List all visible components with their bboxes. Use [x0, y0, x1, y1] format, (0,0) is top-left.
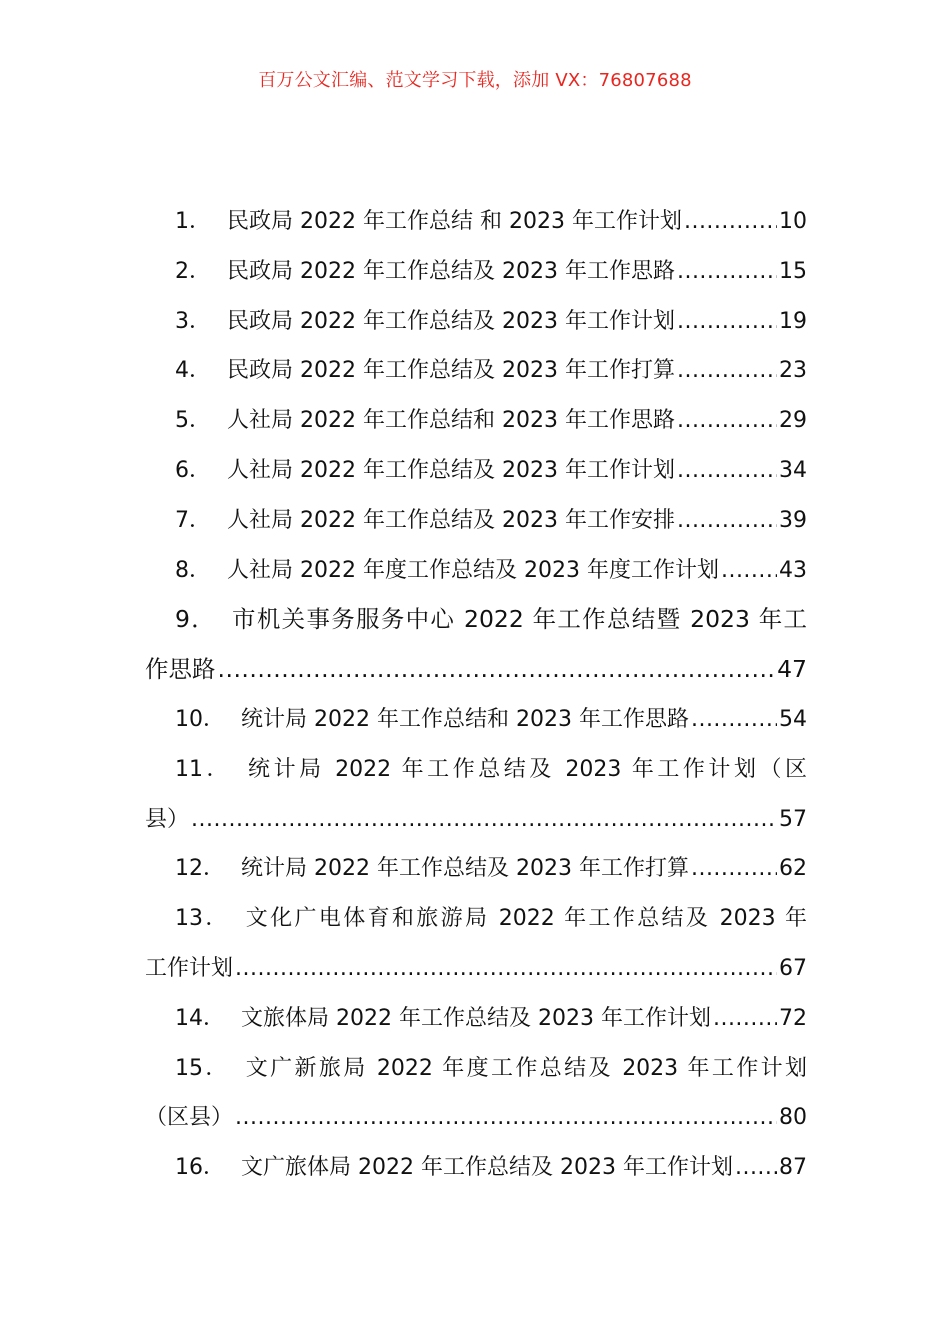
toc-entry-number: 8．	[175, 557, 211, 583]
toc-entry-page: 80	[779, 1105, 807, 1131]
dot-leader	[713, 994, 777, 1044]
toc-entry-second-line	[145, 795, 807, 845]
toc-entry-16[interactable]	[145, 1143, 807, 1193]
toc-entry-8[interactable]	[145, 546, 807, 596]
toc-entry-title: 统计局 2022 年工作总结及 2023 年工作计划（区	[248, 756, 807, 782]
toc-entry-6[interactable]	[145, 446, 807, 496]
toc-entry-page: 10	[779, 209, 807, 234]
toc-entry-page: 47	[777, 655, 807, 684]
dot-leader	[235, 1093, 777, 1143]
toc-entry-title: 统计局 2022 年工作总结及 2023 年工作打算	[241, 856, 689, 882]
toc-entry-page: 57	[779, 806, 807, 832]
toc-entry-number: 16．	[175, 1155, 225, 1181]
toc-entry-title: 统计局 2022 年工作总结和 2023 年工作思路	[241, 706, 689, 732]
dot-leader	[677, 247, 777, 297]
toc-entry-title: 文广新旅局 2022 年度工作总结及 2023 年工作计划	[245, 1055, 808, 1081]
toc-entry-first-line	[145, 745, 807, 795]
table-of-contents	[145, 197, 807, 1193]
toc-entry-number: 12．	[175, 856, 225, 882]
toc-entry-number: 5．	[175, 408, 211, 434]
toc-entry-14[interactable]	[145, 994, 807, 1044]
dot-leader	[677, 396, 777, 446]
toc-entry-page: 72	[779, 1005, 807, 1031]
toc-entry-4[interactable]	[145, 346, 807, 396]
toc-entry-number: 15．	[175, 1055, 230, 1081]
toc-entry-second-line	[145, 645, 807, 695]
toc-entry-page: 54	[779, 706, 807, 732]
toc-entry-number: 9．	[175, 605, 217, 634]
dot-leader	[721, 546, 777, 596]
toc-entry-second-line	[145, 944, 807, 994]
toc-entry-title: 人社局 2022 年工作总结及 2023 年工作计划	[227, 457, 675, 483]
toc-entry-first-line	[145, 894, 807, 944]
toc-entry-number: 11．	[175, 756, 233, 782]
toc-entry-first-line	[145, 1044, 807, 1094]
toc-entry-title-continued: 工作计划	[145, 955, 234, 981]
dot-leader	[218, 645, 776, 695]
watermark-header: 百万公文汇编、范文学习下载，添加 VX：76807688	[258, 70, 692, 91]
dot-leader	[235, 944, 777, 994]
toc-entry-title: 民政局 2022 年工作总结及 2023 年工作打算	[227, 358, 675, 384]
toc-entry-page: 43	[779, 557, 807, 583]
toc-entry-number: 7．	[175, 507, 211, 533]
toc-entry-10[interactable]	[145, 695, 807, 745]
toc-entry-number: 3．	[175, 308, 211, 334]
toc-entry-page: 62	[779, 856, 807, 882]
toc-entry-7[interactable]	[145, 496, 807, 546]
toc-entry-title: 民政局 2022 年工作总结及 2023 年工作计划	[227, 308, 675, 334]
dot-leader	[735, 1143, 777, 1193]
dot-leader	[677, 446, 777, 496]
dot-leader	[691, 695, 777, 745]
toc-entry-number: 13．	[175, 906, 230, 932]
toc-entry-title: 人社局 2022 年工作总结和 2023 年工作思路	[227, 408, 675, 434]
toc-entry-title: 文旅体局 2022 年工作总结及 2023 年工作计划	[241, 1005, 711, 1031]
toc-entry-title: 文广旅体局 2022 年工作总结及 2023 年工作计划	[241, 1155, 733, 1181]
toc-entry-page: 23	[779, 358, 807, 384]
dot-leader	[691, 844, 777, 894]
dot-leader	[677, 346, 777, 396]
toc-entry-11[interactable]	[145, 745, 807, 845]
toc-entry-number: 2．	[175, 258, 211, 284]
dot-leader	[191, 795, 777, 845]
toc-entry-number: 6．	[175, 457, 211, 483]
toc-entry-first-line	[145, 595, 807, 645]
toc-entry-title-continued: 县）	[145, 806, 190, 832]
dot-leader	[677, 496, 777, 546]
toc-entry-9[interactable]	[145, 595, 807, 695]
toc-entry-number: 4．	[175, 358, 211, 384]
toc-entry-title-continued: 作思路	[145, 655, 216, 684]
toc-entry-1[interactable]	[145, 197, 807, 247]
toc-entry-number: 10．	[175, 706, 225, 732]
toc-entry-number: 14．	[175, 1005, 225, 1031]
toc-entry-second-line	[145, 1093, 807, 1143]
dot-leader	[684, 197, 777, 247]
toc-entry-page: 39	[779, 507, 807, 533]
toc-entry-title: 民政局 2022 年工作总结及 2023 年工作思路	[227, 258, 675, 284]
toc-entry-page: 87	[779, 1155, 807, 1181]
toc-entry-title: 民政局 2022 年工作总结 和 2023 年工作计划	[227, 209, 682, 234]
toc-entry-title-continued: （区县）	[145, 1105, 234, 1131]
toc-entry-title: 人社局 2022 年度工作总结及 2023 年度工作计划	[227, 557, 719, 583]
toc-entry-title: 市机关事务服务中心 2022 年工作总结暨 2023 年工	[232, 605, 807, 634]
toc-entry-title: 文化广电体育和旅游局 2022 年工作总结及 2023 年	[245, 906, 808, 932]
toc-entry-page: 34	[779, 457, 807, 483]
toc-entry-page: 19	[779, 308, 807, 334]
dot-leader	[677, 297, 777, 347]
toc-entry-5[interactable]	[145, 396, 807, 446]
toc-entry-page: 15	[779, 258, 807, 284]
toc-entry-page: 67	[779, 955, 807, 981]
toc-entry-number: 1．	[175, 209, 211, 234]
toc-entry-2[interactable]	[145, 247, 807, 297]
toc-entry-title: 人社局 2022 年工作总结及 2023 年工作安排	[227, 507, 675, 533]
toc-entry-15[interactable]	[145, 1044, 807, 1144]
toc-entry-12[interactable]	[145, 844, 807, 894]
toc-entry-page: 29	[779, 408, 807, 434]
toc-entry-13[interactable]	[145, 894, 807, 994]
toc-entry-3[interactable]	[145, 297, 807, 347]
